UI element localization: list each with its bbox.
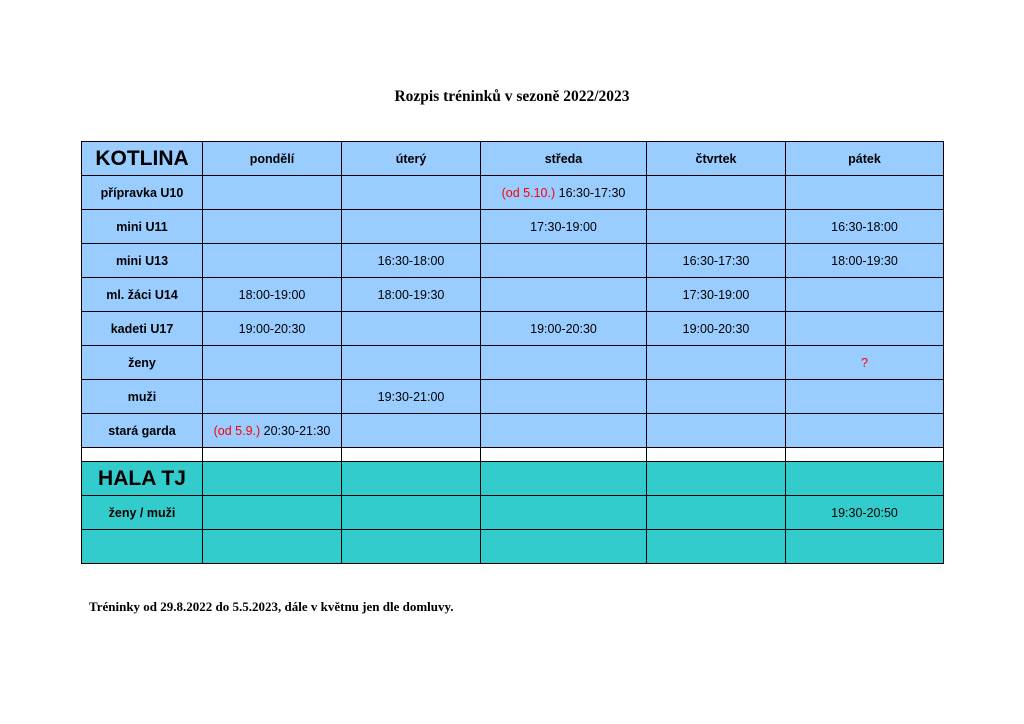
schedule-cell <box>342 312 481 346</box>
schedule-cell <box>203 278 342 312</box>
table-header-row <box>82 142 944 176</box>
training-time: 19:00-20:30 <box>682 321 750 336</box>
schedule-cell <box>786 530 944 564</box>
group-label: přípravka U10 <box>82 176 203 210</box>
empty-cell <box>786 462 944 496</box>
schedule-cell <box>786 312 944 346</box>
training-time: 19:30-21:00 <box>377 389 445 404</box>
schedule-cell <box>342 346 481 380</box>
group-label <box>82 530 203 564</box>
day-header: pátek <box>786 142 944 176</box>
schedule-cell <box>647 210 786 244</box>
training-schedule-table <box>81 141 944 564</box>
table-row <box>82 244 944 278</box>
table-row <box>82 176 944 210</box>
group-label: ženy <box>82 346 203 380</box>
schedule-cell <box>481 346 647 380</box>
date-note: ? <box>861 355 868 370</box>
schedule-cell <box>481 210 647 244</box>
empty-cell <box>342 462 481 496</box>
training-time: 16:30-17:30 <box>558 185 626 200</box>
schedule-cell <box>342 210 481 244</box>
training-time: 18:00-19:00 <box>238 287 306 302</box>
schedule-cell <box>481 496 647 530</box>
group-label: kadeti U17 <box>82 312 203 346</box>
schedule-cell <box>203 530 342 564</box>
table-row <box>82 312 944 346</box>
schedule-cell <box>647 346 786 380</box>
table-row <box>82 496 944 530</box>
schedule-cell <box>342 530 481 564</box>
schedule-cell <box>203 380 342 414</box>
schedule-cell <box>786 380 944 414</box>
schedule-cell <box>786 176 944 210</box>
schedule-cell <box>481 530 647 564</box>
schedule-cell <box>203 346 342 380</box>
schedule-cell <box>203 496 342 530</box>
schedule-cell <box>203 210 342 244</box>
schedule-cell <box>481 312 647 346</box>
schedule-cell <box>203 312 342 346</box>
day-header: pondělí <box>203 142 342 176</box>
schedule-cell <box>481 176 647 210</box>
schedule-cell <box>481 278 647 312</box>
empty-cell <box>82 448 203 462</box>
training-time: 17:30-19:00 <box>530 219 597 234</box>
schedule-cell <box>342 414 481 448</box>
schedule-cell <box>342 278 481 312</box>
training-time: 17:30-19:00 <box>682 287 750 302</box>
schedule-cell <box>481 380 647 414</box>
schedule-cell <box>786 414 944 448</box>
table-row <box>82 278 944 312</box>
group-label: mini U13 <box>82 244 203 278</box>
schedule-cell <box>786 244 944 278</box>
training-time: 19:00-20:30 <box>530 321 597 336</box>
schedule-cell <box>203 244 342 278</box>
training-time: 16:30-18:00 <box>377 253 445 268</box>
schedule-cell <box>342 496 481 530</box>
date-note: (od 5.9.) <box>213 423 261 438</box>
section-title-hala: HALA TJ <box>82 462 203 496</box>
empty-cell <box>647 448 786 462</box>
empty-cell <box>203 448 342 462</box>
training-time: 20:30-21:30 <box>263 423 331 438</box>
empty-cell <box>786 448 944 462</box>
schedule-cell <box>203 414 342 448</box>
training-time: 19:30-20:50 <box>831 505 898 520</box>
group-label: stará garda <box>82 414 203 448</box>
day-header: středa <box>481 142 647 176</box>
schedule-cell <box>647 496 786 530</box>
schedule-cell <box>647 244 786 278</box>
schedule-cell <box>342 244 481 278</box>
schedule-cell <box>481 244 647 278</box>
schedule-cell <box>647 278 786 312</box>
table-row <box>82 530 944 564</box>
training-time: 19:00-20:30 <box>238 321 306 336</box>
footer-note: Tréninky od 29.8.2022 do 5.5.2023, dále v květnu jen dle domluvy. <box>89 599 454 614</box>
schedule-cell <box>647 530 786 564</box>
section-title-kotlina: KOTLINA <box>82 142 203 176</box>
schedule-cell <box>342 380 481 414</box>
schedule-cell <box>647 414 786 448</box>
table-row <box>82 414 944 448</box>
table-row <box>82 380 944 414</box>
date-note: (od 5.10.) <box>501 185 556 200</box>
empty-cell <box>342 448 481 462</box>
day-header: čtvrtek <box>647 142 786 176</box>
empty-cell <box>647 462 786 496</box>
schedule-cell <box>647 380 786 414</box>
empty-cell <box>203 462 342 496</box>
training-time: 16:30-18:00 <box>831 219 898 234</box>
separator-row <box>82 448 944 462</box>
training-time: 18:00-19:30 <box>377 287 445 302</box>
schedule-cell <box>786 210 944 244</box>
page-title: Rozpis tréninků v sezoně 2022/2023 <box>394 88 630 105</box>
group-label: ženy / muži <box>82 496 203 530</box>
schedule-cell <box>786 496 944 530</box>
empty-cell <box>481 462 647 496</box>
table-header-row <box>82 462 944 496</box>
group-label: mini U11 <box>82 210 203 244</box>
schedule-cell <box>203 176 342 210</box>
day-header: úterý <box>342 142 481 176</box>
group-label: muži <box>82 380 203 414</box>
training-time: 18:00-19:30 <box>831 253 898 268</box>
training-time: 16:30-17:30 <box>682 253 750 268</box>
schedule-cell <box>481 414 647 448</box>
table-row <box>82 346 944 380</box>
schedule-cell <box>786 278 944 312</box>
schedule-cell <box>342 176 481 210</box>
schedule-cell <box>647 176 786 210</box>
schedule-cell <box>786 346 944 380</box>
group-label: ml. žáci U14 <box>82 278 203 312</box>
schedule-cell <box>647 312 786 346</box>
empty-cell <box>481 448 647 462</box>
table-row <box>82 210 944 244</box>
